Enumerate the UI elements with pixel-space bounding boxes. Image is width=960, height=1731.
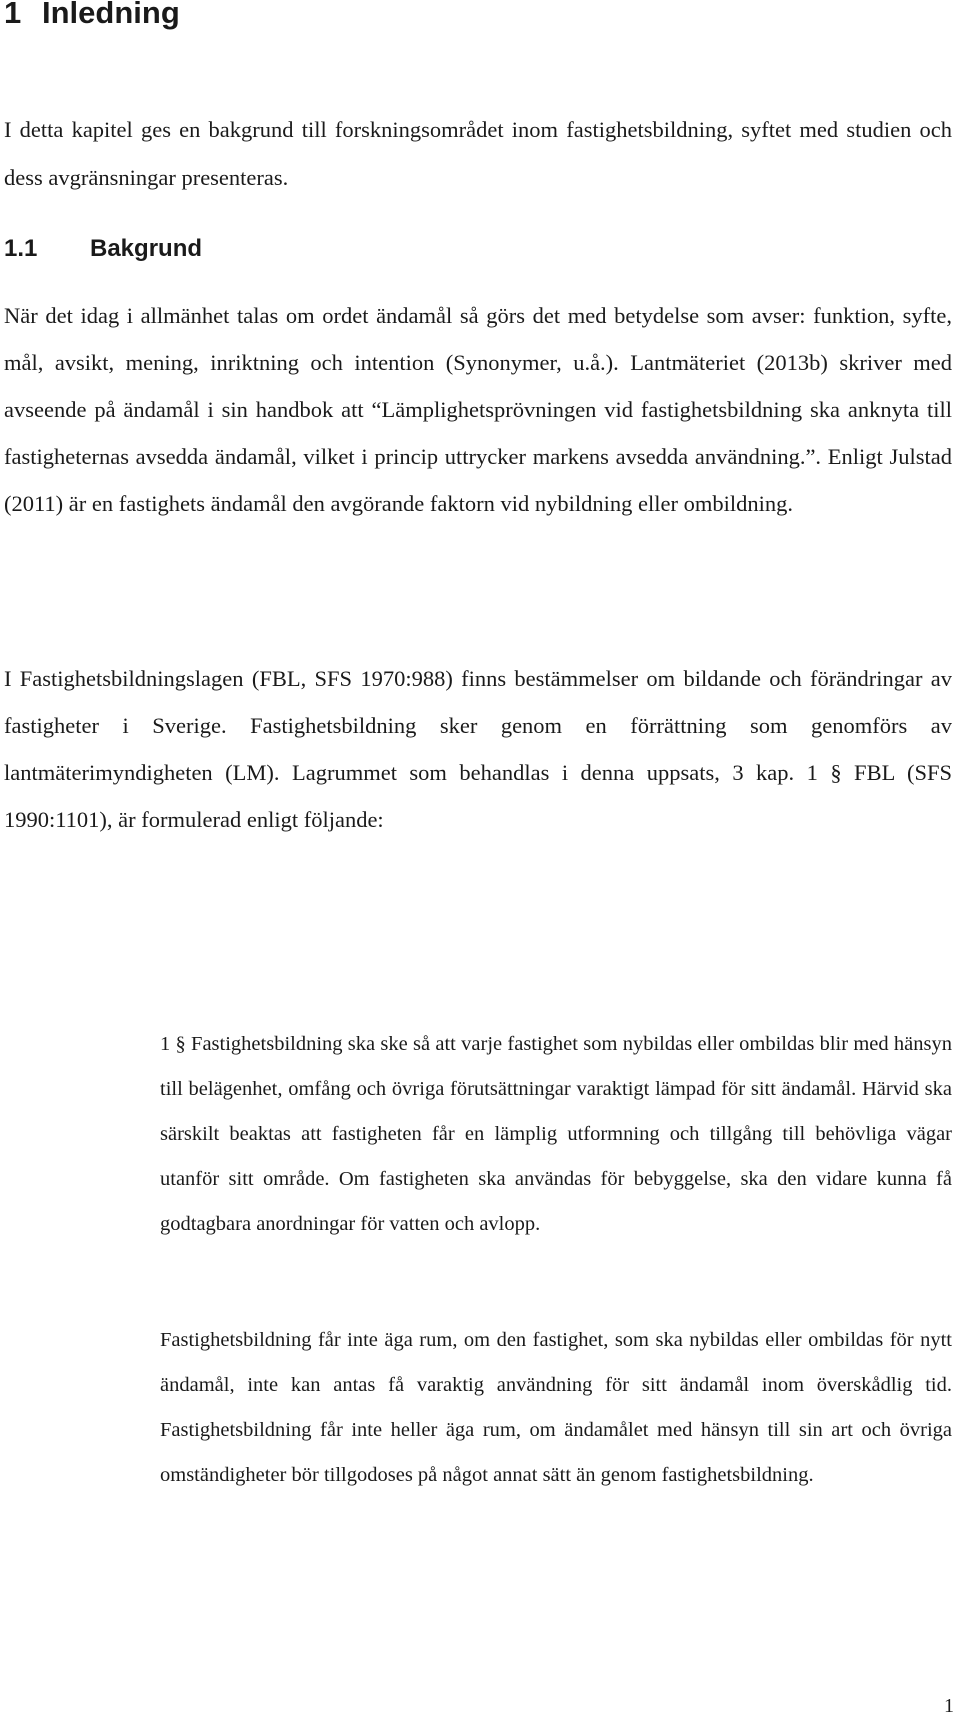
- fbl-paragraph: I Fastighetsbildningslagen (FBL, SFS 1970:988) finns bestämmelser om bildande och förändringar av fastigheter i Sverige. Fastighetsbildning sker genom en förrättning som genomförs av lantmäterimyndigheten (LM). Lagrummet som behandlas i denna uppsats, 3 kap. 1 § FBL (SFS 1990:1101), är formulerad enligt följande:: [4, 666, 952, 832]
- law-quote-paragraph-2: Fastighetsbildning får inte äga rum, om den fastighet, som ska nybildas eller ombildas för nytt ändamål, inte kan antas få varaktig användning för sitt ändamål inom överskådlig tid. Fastighetsbildning får inte heller äga rum, om ändamålet med hänsyn till sin art och övriga omständigheter bör tillgodoses på något annat sätt än genom fastighetsbildning.: [160, 1329, 952, 1486]
- law-quote-paragraph-1: 1 § Fastighetsbildning ska ske så att varje fastighet som nybildas eller ombildas blir med hänsyn till belägenhet, omfång och övriga förutsättningar varaktigt lämpad för sitt ändamål. Härvid ska särskilt beaktas att fastigheten får en lämplig utformning och tillgång till behövliga vägar utanför sitt område. Om fastigheten ska användas för bebyggelse, ska den vidare kunna få godtagbara anordningar för vatten och avlopp.: [160, 1033, 952, 1235]
- section-heading: [4, 234, 202, 264]
- chapter-intro-paragraph: I detta kapitel ges en bakgrund till forskningsområdet inom fastighetsbildning, syftet med studien och dess avgränsningar presenteras.: [4, 117, 952, 190]
- chapter-number: 1: [4, 0, 22, 30]
- section-title: Bakgrund: [90, 235, 203, 262]
- background-paragraph: När det idag i allmänhet talas om ordet ändamål så görs det med betydelse som avser: funktion, syfte, mål, avsikt, mening, inriktning och intention (Synonymer, u.å.). Lantmäteriet (2013b) skriver med avseende på ändamål i sin handbok att “Lämplighetsprövningen vid fastighetsbildning ska anknyta till fastigheternas avsedda ändamål, vilket i princip uttrycker markens avsedda användning.”. Enligt Julstad (2011) är en fastighets ändamål den avgörande faktorn vid nybildning eller ombildning.: [4, 303, 952, 516]
- chapter-heading: [4, 0, 180, 32]
- chapter-title: Inledning: [42, 0, 180, 30]
- page-number: 1: [944, 1695, 954, 1717]
- section-number: 1.1: [4, 235, 38, 262]
